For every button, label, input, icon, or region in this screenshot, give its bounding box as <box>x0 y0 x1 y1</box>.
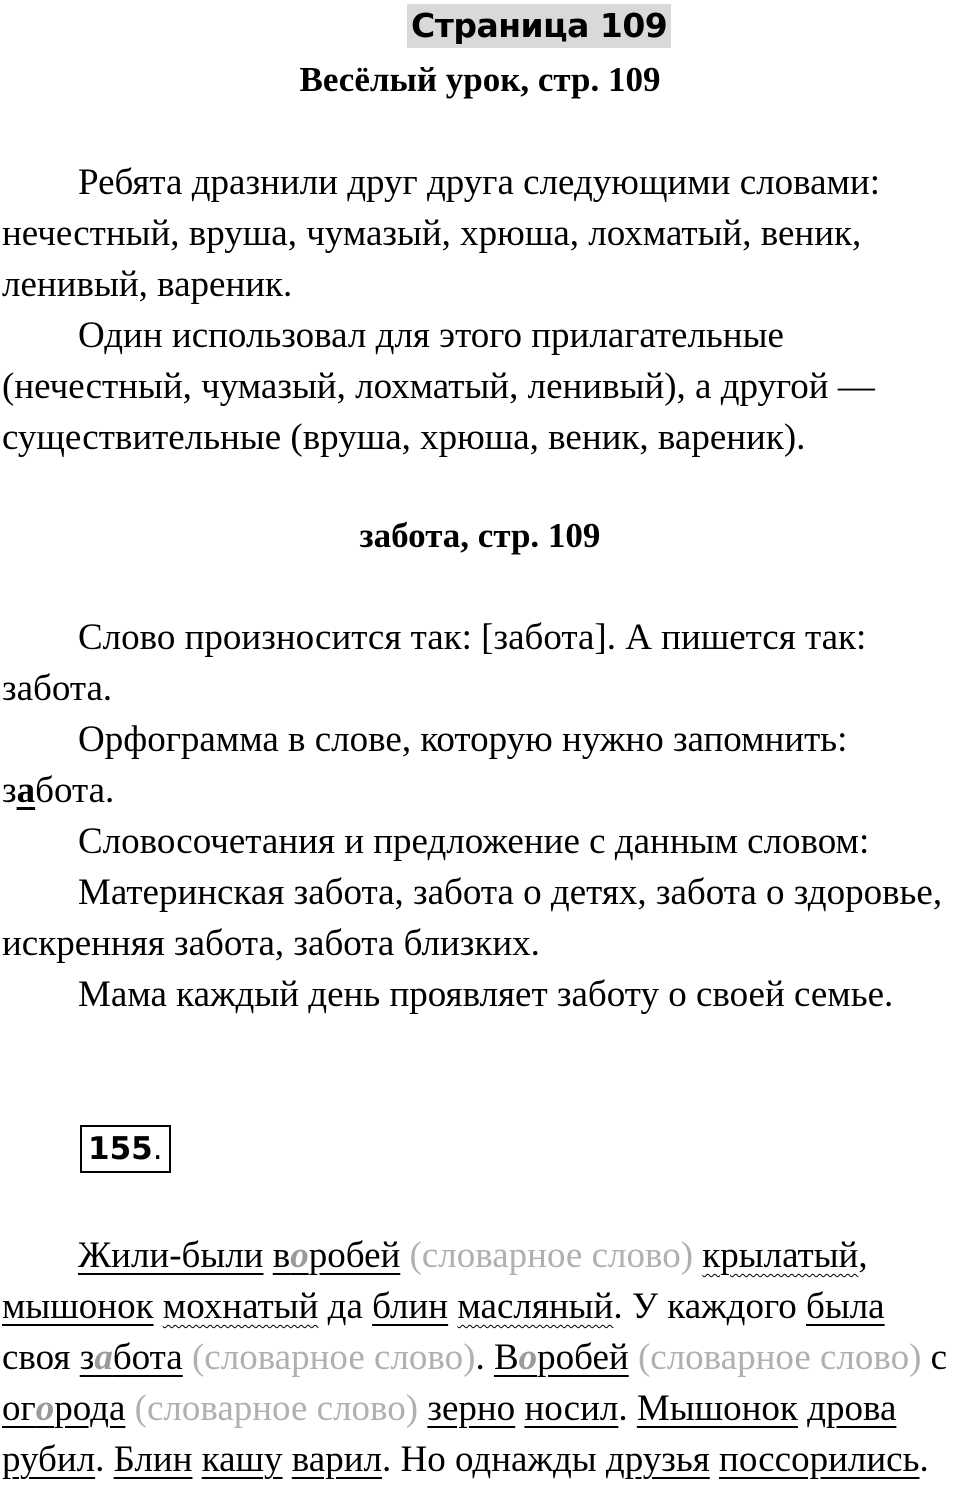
dictionary-note: (словарное слово) <box>637 1337 922 1378</box>
word: масляный <box>457 1286 614 1327</box>
story-paragraph <box>2 1230 952 1485</box>
paragraph: Слово произносится так: [забота]. А пишется так: забота. <box>2 617 867 709</box>
vowel-highlight: о <box>35 1388 55 1429</box>
word: Мышонок <box>636 1388 798 1429</box>
word <box>2 1388 125 1429</box>
word: варил <box>291 1439 382 1480</box>
text: . У каждого <box>613 1286 797 1327</box>
word: мохнатый <box>162 1286 319 1327</box>
word: рубил <box>2 1439 96 1480</box>
word: Жили-были <box>78 1235 264 1276</box>
word-part: в <box>272 1235 291 1276</box>
word: поссорились <box>719 1439 920 1480</box>
vowel-highlight: о <box>290 1235 309 1276</box>
section-title-vesyoly-urok: Весёлый урок, стр. 109 <box>299 60 661 99</box>
vowel-highlight: а <box>94 1337 113 1378</box>
paragraph: Ребята дразнили друг друга следующими словами: нечестный, вруша, чумазый, хрюша, лохматый, веник, ленивый, вареник. <box>2 162 880 305</box>
word-part: В <box>493 1337 519 1378</box>
word: зерно <box>427 1388 516 1429</box>
word-end: бота. <box>35 770 115 811</box>
word-part: бота <box>112 1337 183 1378</box>
word: да <box>327 1286 363 1327</box>
paragraph: Один использовал для этого прилагательные (нечестный, чумазый, лохматый, ленивый), а другой — существительные (вруша, хрюша, веник, вареник). <box>2 315 875 458</box>
dictionary-note: (словарное слово) <box>191 1337 476 1378</box>
word: друзья <box>605 1439 710 1480</box>
word <box>273 1235 401 1276</box>
paragraph: Мама каждый день проявляет заботу о своей семье. <box>78 974 894 1015</box>
paragraph <box>2 714 952 816</box>
punctuation: . <box>475 1337 485 1378</box>
punctuation: . <box>95 1439 105 1480</box>
word-part: робей <box>537 1337 629 1378</box>
word-part: рода <box>54 1388 126 1429</box>
punctuation: . <box>618 1388 628 1429</box>
word: мышонок <box>2 1286 154 1327</box>
punctuation: , <box>858 1235 868 1276</box>
paragraph-text: Орфограмма в слове, которую нужно запомнить: <box>78 719 848 760</box>
word <box>494 1337 629 1378</box>
word-part: робей <box>308 1235 401 1276</box>
paragraph: Словосочетания и предложение с данным словом: <box>78 821 870 862</box>
word <box>80 1337 183 1378</box>
section-vesyoly-urok-body <box>2 157 952 463</box>
word-part: ог <box>2 1388 36 1429</box>
spelling-letter: а <box>16 770 36 811</box>
word: кашу <box>201 1439 283 1480</box>
vowel-highlight: о <box>518 1337 538 1378</box>
word: дрова <box>807 1388 897 1429</box>
punctuation: . <box>919 1439 929 1480</box>
word-start: з <box>2 770 17 811</box>
word: носил <box>524 1388 619 1429</box>
exercise-number <box>80 1125 171 1173</box>
dictionary-note: (словарное слово) <box>134 1388 419 1429</box>
word-part: з <box>79 1337 95 1378</box>
word: была <box>806 1286 885 1327</box>
text: . Но однажды <box>381 1439 597 1480</box>
exercise-number-value: 155 <box>88 1131 153 1167</box>
section-zabota-body <box>2 612 952 1020</box>
word: с <box>930 1337 948 1378</box>
paragraph: Материнская забота, забота о детях, забота о здоровье, искренняя забота, забота близких. <box>2 872 943 964</box>
word: Блин <box>113 1439 193 1480</box>
dictionary-note: (словарное слово) <box>409 1235 694 1276</box>
exercise-story <box>2 1230 952 1485</box>
word: своя <box>2 1337 71 1378</box>
section-title-zabota: забота, стр. 109 <box>359 516 601 555</box>
page-label: Страница 109 <box>407 4 671 48</box>
word: блин <box>372 1286 449 1327</box>
word: крылатый <box>702 1235 859 1276</box>
exercise-number-dot: . <box>152 1131 163 1167</box>
